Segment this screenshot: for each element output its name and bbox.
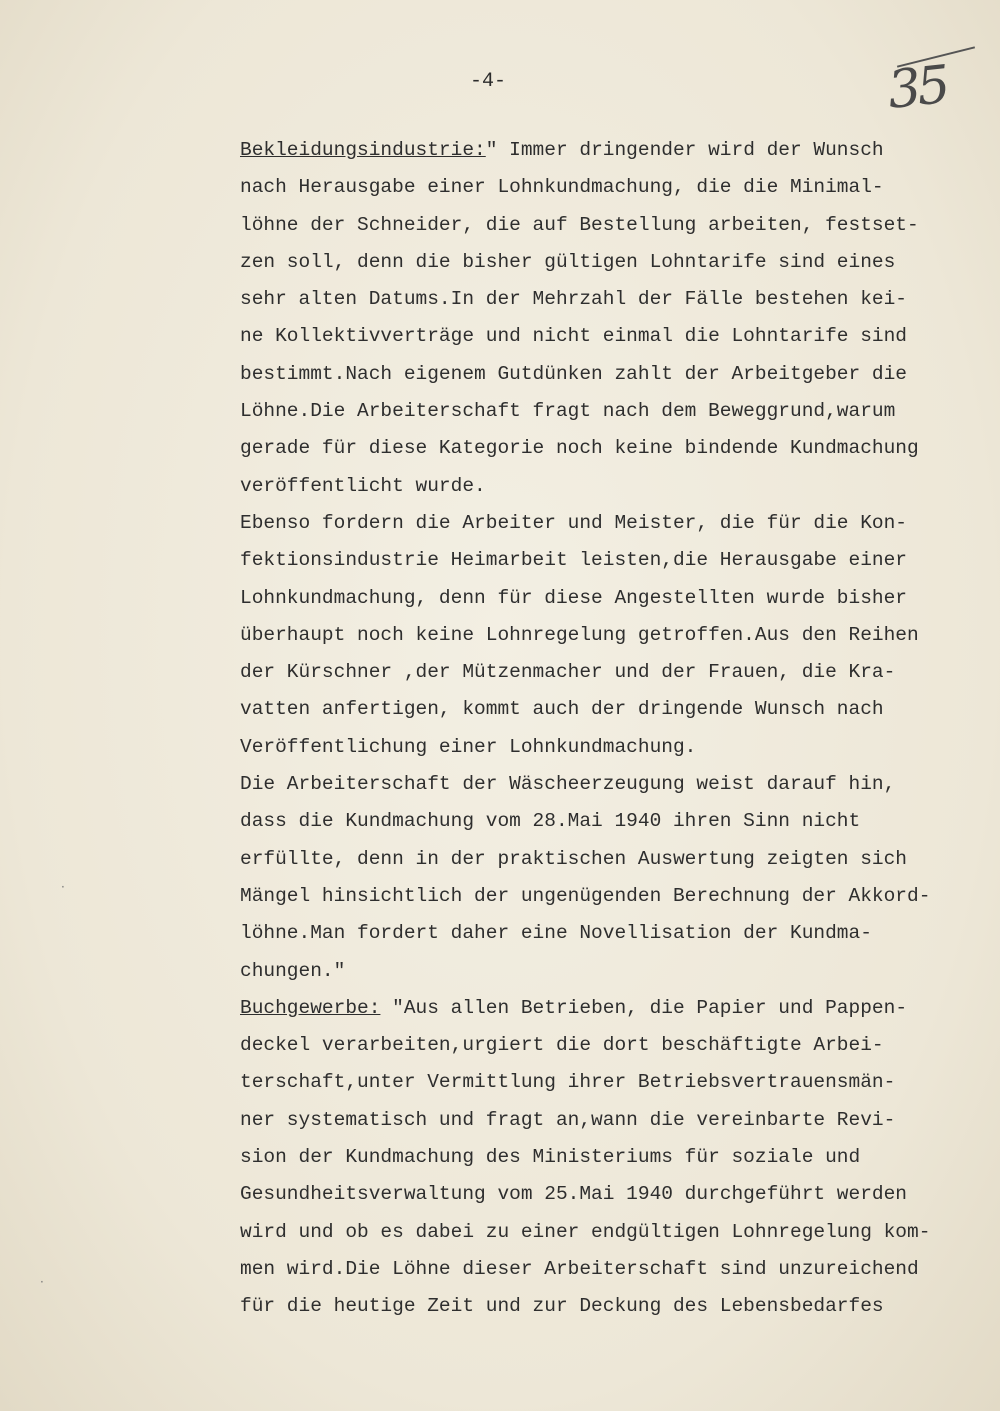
section-heading-bekleidung: Bekleidungsindustrie: (240, 139, 486, 161)
text-line: sion der Kundmachung des Ministeriums für soziale und (240, 1146, 861, 1169)
text-line: Die Arbeiterschaft der Wäscheerzeugung weist darauf hin, (240, 773, 896, 796)
text-line-content: "Aus allen Betrieben, die Papier und Pappen- (380, 996, 908, 1019)
text-line: terschaft,unter Vermittlung ihrer Betriebsvertrauensmän- (240, 1071, 896, 1094)
text-line: men wird.Die Löhne dieser Arbeiterschaft sind unzureichend (240, 1257, 919, 1280)
text-line: Veröffentlichung einer Lohnkundmachung. (240, 735, 697, 758)
text-line: löhne.Man fordert daher eine Novellisation der Kundma- (240, 922, 872, 945)
text-line: Löhne.Die Arbeiterschaft fragt nach dem Beweggrund,warum (240, 400, 896, 423)
typed-body-text (240, 132, 970, 1326)
text-line: dass die Kundmachung vom 28.Mai 1940 ihren Sinn nicht (240, 810, 861, 833)
text-line: fektionsindustrie Heimarbeit leisten,die Herausgabe einer (240, 549, 908, 572)
text-line: Lohnkundmachung, denn für diese Angestellten wurde bisher (240, 586, 908, 609)
text-line: chungen." (240, 959, 346, 982)
text-line: überhaupt noch keine Lohnregelung getroffen.Aus den Reihen (240, 623, 919, 646)
text-line: für die heutige Zeit und zur Deckung des Lebensbedarfes (240, 1295, 884, 1318)
text-line: ner systematisch und fragt an,wann die vereinbarte Revi- (240, 1108, 896, 1131)
text-line: sehr alten Datums.In der Mehrzahl der Fälle bestehen kei- (240, 288, 908, 311)
text-line: erfüllte, denn in der praktischen Auswertung zeigten sich (240, 847, 908, 870)
text-line (240, 990, 970, 1027)
handwritten-page-number: 35 (885, 55, 950, 121)
text-line: Gesundheitsverwaltung vom 25.Mai 1940 durchgeführt werden (240, 1183, 908, 1206)
text-line (240, 132, 970, 169)
text-line: vatten anfertigen, kommt auch der dringende Wunsch nach (240, 698, 884, 721)
text-line: veröffentlicht wurde. (240, 474, 486, 497)
margin-speck: · (40, 1275, 44, 1289)
text-line-content: " Immer dringender wird der Wunsch (485, 139, 884, 161)
text-line: bestimmt.Nach eigenem Gutdünken zahlt der Arbeitgeber die (240, 362, 908, 385)
page-number: -4- (470, 70, 507, 93)
text-line: der Kürschner ,der Mützenmacher und der Frauen, die Kra- (240, 661, 896, 684)
text-line: löhne der Schneider, die auf Bestellung arbeiten, festset- (240, 213, 919, 236)
text-line: Ebenso fordern die Arbeiter und Meister, die für die Kon- (240, 511, 908, 534)
text-line: ne Kollektivverträge und nicht einmal die Lohntarife sind (240, 325, 908, 348)
text-line: gerade für diese Kategorie noch keine bindende Kundmachung (240, 437, 919, 460)
text-line: deckel verarbeiten,urgiert die dort beschäftigte Arbei- (240, 1034, 884, 1057)
margin-speck: · (61, 880, 65, 894)
text-line: zen soll, denn die bisher gültigen Lohntarife sind eines (240, 250, 896, 273)
section-heading-buchgewerbe: Buchgewerbe: (240, 996, 381, 1019)
text-line: nach Herausgabe einer Lohnkundmachung, die die Minimal- (240, 176, 884, 199)
text-line: Mängel hinsichtlich der ungenügenden Berechnung der Akkord- (240, 884, 931, 907)
text-line: wird und ob es dabei zu einer endgültigen Lohnregelung kom- (240, 1220, 931, 1243)
